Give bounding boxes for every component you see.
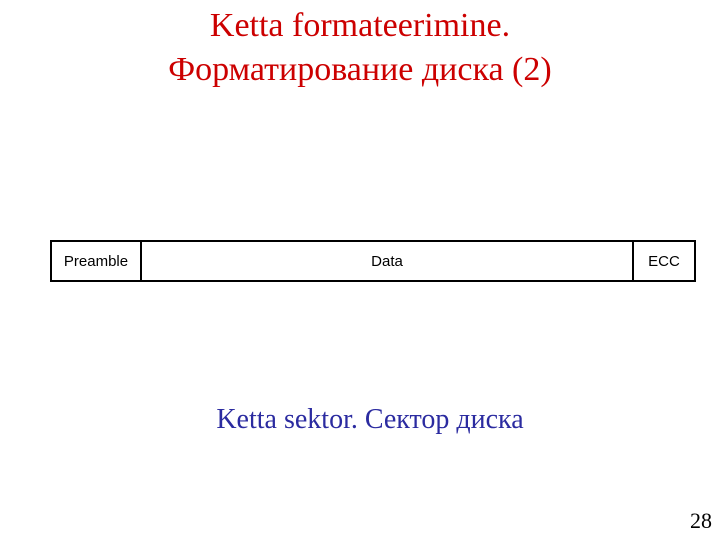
preamble-field: Preamble	[52, 242, 142, 280]
diagram-caption: Ketta sektor. Сектор диска	[216, 404, 524, 435]
data-field: Data	[142, 242, 634, 280]
disk-sector-diagram	[50, 240, 696, 282]
page-number: 28	[690, 508, 712, 533]
title-line-2: Форматирование диска (2)	[168, 51, 552, 88]
slide-title	[0, 4, 720, 92]
title-line-1: Ketta formateerimine.	[209, 7, 511, 44]
ecc-field: ECC	[648, 252, 680, 270]
